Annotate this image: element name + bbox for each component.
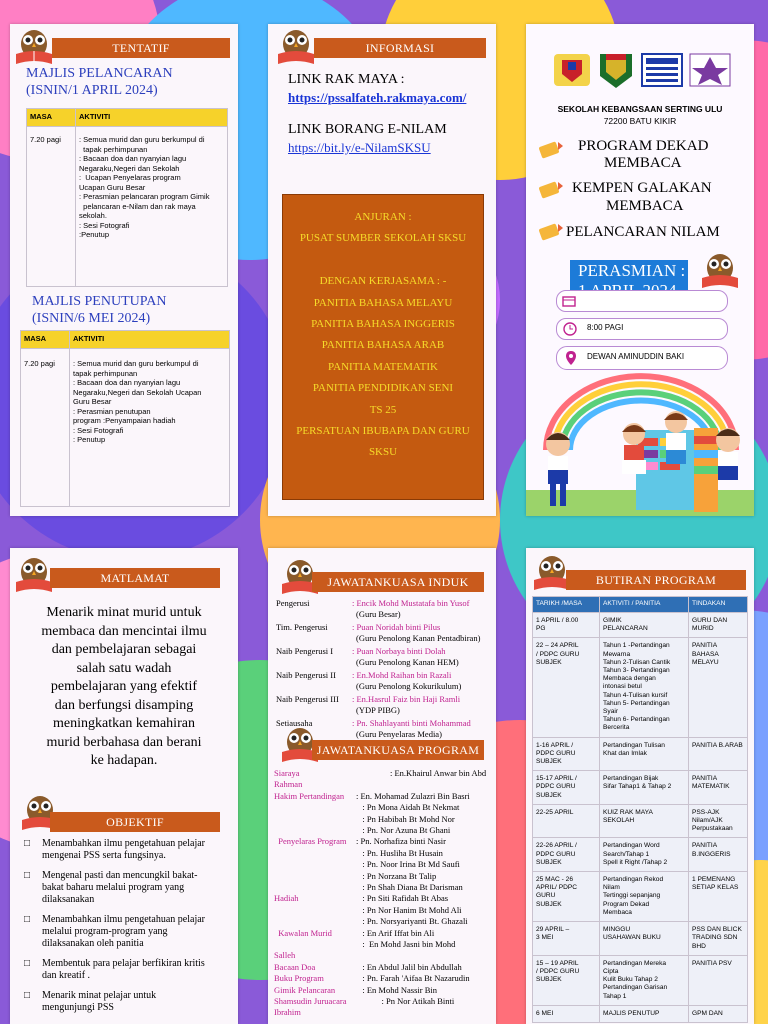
anjuran-line: PANITIA MATEMATIK [328,360,438,373]
activity-line: :Penutup [79,230,110,239]
table-row [533,804,748,838]
program-role: Rahman [274,779,303,790]
cell-line: Syair [603,708,619,716]
launch-date: (ISNIN/1 APRIL 2024) [26,83,158,98]
cell-line: APRIL/ PDPC [536,884,578,892]
cell-line: Cipta [603,967,619,975]
table-cell [689,922,748,956]
cell-line: Mewarna [603,650,631,658]
goal-line: membaca dan mencintai ilmu [41,623,207,639]
cell-line: SETIAP KELAS [692,884,739,892]
section-header-butiran: BUTIRAN PROGRAM [566,570,746,590]
table-cell [689,838,748,872]
cell-line: Pertandingan Tulisan [603,741,665,749]
program-role: Gimik Pelancaran [274,984,336,995]
state-logo [600,54,632,88]
objective-line: Menambahkan ilmu pengetahuan pelajar [42,838,205,849]
objective-line: bakat baharu melalui program yang [42,882,185,893]
time-pill [556,318,728,340]
committee-position: (Guru Penyelaras Media) [356,729,442,739]
program-role: Ibrahim [274,1007,301,1018]
cell-line: SUBJEK [536,976,562,984]
closing-date: (ISNIN/6 MEI 2024) [32,311,151,326]
section-header-jk-program: JAWATANKUASA PROGRAM [312,740,484,760]
table-cell [689,955,748,1005]
anjuran-line: SKSU [368,446,398,459]
cell-line: Tahun 4-Tulisan kursif [603,691,668,699]
goal-line: meningkatkan kemahiran [53,716,195,731]
program-role: Hakim Pertandingan [274,790,345,801]
objective-line: melalui program-program yang [42,926,168,937]
table-cell [533,838,600,872]
program-role: Siaraya [274,768,300,778]
col-activity: AKTIVITI [70,331,230,349]
program-role: Penyelaras Program [274,836,347,847]
anjuran-line: ANJURAN : [354,211,412,223]
program-member: : En.Khairul Anwar bin Abd [356,768,487,778]
coat-of-arms-logo [554,54,590,86]
program-member: : Pn Habibah Bt Mohd Nor [356,813,455,824]
pencil-icon [538,222,564,249]
section-header-matlamat: MATLAMAT [50,568,220,588]
table-cell [533,804,600,838]
cell-line: 25 MAC - 26 [536,876,574,884]
table-cell [600,804,689,838]
program-role: Hadiah [274,893,299,904]
cell-line: SUBJEK [536,858,562,866]
cell-line: PANITIA B.ARAB [692,741,743,749]
goal-line: murid berbahasa dan berani [46,734,202,750]
objective-line: mengenai PSS serta fungsinya. [42,850,166,861]
committee-position: (Guru Penolong Kanan Pentadbiran) [356,633,481,643]
table-cell [689,737,748,771]
program-title-3: PELANCARAN NILAM [566,224,720,240]
closing-activities [70,349,230,507]
cell-line: USAHAWAN BUKU [603,934,661,942]
committee-role: Naib Pengerusi I [276,646,334,656]
table-cell [689,638,748,737]
panel-matlamat [10,548,238,1024]
bullet-icon: □ [24,990,31,1001]
panel-cover [526,24,754,516]
event-venue: DEWAN AMINUDDIN BAKI [587,352,685,361]
program-title-1b: MEMBACA [604,155,682,171]
cell-line: TRADING SDN [692,934,738,942]
objective-line: mengunjungi PSS [42,1002,114,1013]
activity-line: : Bacaan doa dan nyanyian lagu [73,378,181,387]
col-date: TARIKH /MASA [533,597,600,613]
cell-line: PSS DAN BLICK [692,926,742,934]
cell-line: 1 APRIL / 8.00 [536,617,579,624]
objective-line: dilaksanakan [42,894,95,905]
objective-line: dan kreatif . [42,970,91,981]
program-role: Buku Program [274,973,324,984]
cell-line: PG [536,625,546,633]
logos-row [550,48,736,92]
cell-line: Search/Tahap 1 [603,850,650,858]
cell-line: Nilam [603,884,620,892]
perasmian-label: PERASMIAN : [578,261,686,280]
cell-line: SUBJEK [536,791,562,799]
cell-line: Pertandingan Mereka [603,959,667,967]
program-member: : Pn Norzana Bt Talip [356,870,437,881]
table-cell [600,638,689,737]
calendar-icon [562,294,576,312]
program-member: : Pn. Noor Irina Bt Md Saufi [356,859,460,870]
cell-line: Sifar Tahap1 & Tahap 2 [603,783,672,791]
table-cell [600,955,689,1005]
table-cell [533,771,600,805]
anjuran-box [282,194,484,500]
anjuran-line [283,250,483,271]
cell-line: MAJLIS PENUTUP [603,1009,660,1017]
program-member: : En Arif Iffat bin Ali [356,927,435,938]
activity-line: pelancaran e-Nilam dan rak maya [79,201,196,211]
objective-line: Membentuk para pelajar berfikiran kritis [42,958,205,969]
objective-line: Mengenal pasti dan mencungkil bakat- [42,870,198,881]
bullet-icon: □ [24,914,31,925]
venue-pill [556,346,728,370]
event-time: 8:00 PAGI [587,323,624,332]
cell-line: GIMIK [603,617,622,624]
rak-maya-label: LINK RAK MAYA : [288,72,405,87]
activity-line: : Sesi Fotografi [73,425,124,435]
school-address: 72200 BATU KIKIR [603,116,677,126]
table-cell [533,1005,600,1022]
closing-schedule-table [20,330,230,507]
committee-member: : Puan Noridah binti Pilus [352,622,441,632]
program-member: : En Mohd Nassir Bin [356,984,437,995]
table-row [533,955,748,1005]
cell-line: PELANCARAN [603,625,648,633]
section-header-jk-induk: JAWATANKUASA INDUK [312,572,484,592]
program-member: : Pn Nor Hanim Bt Mohd Ali [356,904,462,915]
owl-book-icon [12,26,56,66]
cell-line: B.INGGERIS [692,850,731,858]
cell-line: Membaca [603,908,632,916]
table-cell [533,737,600,771]
program-member: : En. Mohamad Zulazri Bin Basri [356,790,470,801]
panel-informasi [268,24,496,516]
program-member: : Pn. Norsyariyanti Bt. Ghazali [356,916,468,927]
cell-line: 15 – 19 APRIL [536,959,579,967]
cell-line: Khat dan Imlak [603,749,647,757]
bicara-logo [690,54,730,86]
bullet-icon: □ [24,838,31,849]
activity-line: program :Penyampaian hadiah [73,416,176,425]
program-member: : En Abdul Jalil bin Abdullah [356,961,462,972]
program-member: : En Mohd Jasni bin Mohd [356,939,456,949]
activity-line: : Perasmian penutupan [73,406,151,416]
cell-line: 3 MEI [536,934,554,942]
anjuran-line: PANITIA BAHASA INGGERIS [311,318,455,331]
owl-book-icon [274,26,318,66]
committee-position: (Guru Besar) [356,609,401,619]
launch-schedule-table [26,108,228,287]
objective-line: Menarik minat pelajar untuk [42,990,157,1001]
cell-line: 1 PEMENANG [692,876,736,884]
anjuran-line: PANITIA BAHASA MELAYU [313,296,453,309]
anjuran-line: DENGAN KERJASAMA : - [319,275,447,288]
table-cell [689,872,748,922]
cell-line: Perpustakaan [692,825,733,833]
program-member: : Pn. Norhafiza binti Nasir [356,836,446,847]
activity-line: sekolah. [79,211,107,220]
objective-line: Menambahkan ilmu pengetahuan pelajar [42,914,205,925]
committee-member: : Encik Mohd Mustatafa bin Yusof [352,598,470,608]
anjuran-line: PUSAT SUMBER SEKOLAH SKSU [299,232,467,245]
school-badge-logo [642,54,682,86]
cell-line: Pertandingan Word [603,842,660,850]
committee-role: Pengerusi [276,598,310,608]
goal-line: dan berfungsi disamping [54,697,194,713]
cell-line: 1-16 APRIL / [536,741,574,749]
goal-line: Menarik minat murid untuk [46,605,202,620]
table-cell [600,1005,689,1022]
table-cell [600,771,689,805]
program-role: Shamsudin Juruacara [274,996,347,1006]
activity-line: : Bacaan doa dan nyanyian lagu [79,154,187,163]
cell-line: 22 – 24 APRIL [536,642,579,650]
pencil-icon [538,180,564,207]
cell-line: 6 MEI [536,1009,554,1017]
program-member: : Pn. Nor Azuna Bt Ghani [356,825,451,835]
cell-line: PDPC GURU [536,749,576,757]
table-cell [689,771,748,805]
cell-line: Nilam/AJK [692,817,723,825]
cell-line: BHD [692,942,706,950]
committee-member: : En.Hasrul Faiz bin Haji Ramli [352,694,461,704]
cell-line: MATEMATIK [692,783,730,791]
cell-line: PDPC GURU [536,850,576,858]
cell-line: PSS-AJK [692,808,720,816]
program-member: : Pn Shah Diana Bt Darisman [356,882,463,892]
activity-line: tapak perhimpunan [73,368,138,378]
committee-position: (Guru Penolong Kanan HEM) [356,657,459,667]
committee-role: Setiausaha [276,718,313,728]
cell-line: GURU [536,892,556,900]
committee-member: : Pn. Shahlayanti binti Mohammad [352,718,471,728]
program-role: Salleh [274,950,296,961]
cell-line: / PDPC GURU [536,967,580,975]
cell-line: MINGGU [603,926,631,934]
cell-line: PDPC GURU [536,783,576,791]
cell-line: PANITIA [692,775,718,783]
table-cell [689,804,748,838]
table-row [533,771,748,805]
cell-line: intonasi betul [603,683,642,691]
cell-line: GPM DAN [692,1009,723,1017]
cell-line: Tahun 3- Pertandingan [603,667,670,675]
table-cell [533,922,600,956]
program-role: Kawalan Murid [274,927,332,938]
table-cell [533,613,600,638]
cell-line: BAHASA [692,650,719,658]
cell-line: 22-26 APRIL / [536,842,577,850]
program-member: : Pn Nor Atikah Binti [356,996,455,1006]
activity-line: tapak perhimpunan [79,144,148,154]
cell-line: Program Dekad [603,900,650,908]
committee-member: : En.Mohd Raihan bin Razali [352,670,452,680]
cell-line: Kulit Buku Tahap 2 [603,976,658,984]
cell-line: SUBJEK [536,658,562,666]
cell-line: PANITIA PSV [692,959,732,967]
section-header-objektif: OBJEKTIF [50,812,220,832]
panel-jawatankuasa [268,548,496,1024]
table-row [533,737,748,771]
kids-books-illustration [526,370,754,516]
pencil-icon [538,140,564,167]
cell-line: / PDPC GURU [536,650,580,658]
committee-role: Tim. Pengerusi [276,622,328,632]
closing-time: 7.20 pagi [21,349,70,507]
cell-line: Pertandingan Rekod [603,876,664,884]
clock-icon [563,322,577,341]
school-name: SEKOLAH KEBANGSAAN SERTING ULU [557,104,723,114]
cell-line: PANITIA [692,842,718,850]
table-row [533,872,748,922]
launch-activities [76,127,228,287]
anjuran-line: PANITIA BAHASA ARAB [321,339,445,352]
col-time: MASA [21,331,70,349]
cell-line: Pertandingan Garisan [603,984,668,992]
section-header-tentatif: TENTATIF [52,38,230,58]
activity-line: : Semua murid dan guru berkumpul di [79,135,205,144]
anjuran-line: PANITIA PENDIDIKAN SENI [312,382,454,395]
cell-line: SEKOLAH [603,817,635,825]
col-action: TINDAKAN [689,597,748,613]
table-row [533,922,748,956]
col-activity: AKTIVITI [76,109,228,127]
table-cell [600,737,689,771]
cell-line: Pertandingan Bijak [603,775,659,783]
launch-time: 7.20 pagi [27,127,76,287]
program-member: : Pn Siti Rafidah Bt Abas [356,893,449,904]
activity-line: : Perasmian pelancaran program Gimik [79,192,210,201]
goal-line: ke hadapan. [90,753,158,768]
cell-line: Spell it Right /Tahap 2 [603,858,668,866]
activity-line: Guru Besar [73,397,112,406]
cell-line: MELAYU [692,658,719,666]
table-cell [533,872,600,922]
committee-member: : Puan Norbaya binti Dolah [352,646,446,656]
activity-line: : Ucapan Penyelaras program [79,173,181,182]
committee-role: Naib Pengerusi III [276,694,339,704]
rak-maya-link[interactable]: https://pssalfateh.rakmaya.com/ [288,90,467,105]
cell-line: 22-25 APRIL [536,808,574,816]
anjuran-line: PERSATUAN IBUBAPA DAN GURU [296,425,470,438]
cell-line: Bercerita [603,724,630,732]
table-row [533,613,748,638]
table-cell [689,613,748,638]
cell-line: SUBJEK [536,900,562,908]
borang-label: LINK BORANG E-NILAM [288,122,447,137]
table-cell [533,638,600,737]
cell-line: Membaca dengan [603,675,656,683]
activity-line: : Sesi Fotografi [79,220,130,230]
program-role: Bacaan Doa [274,961,316,972]
program-member: : Pn. Farah 'Aifaa Bt Nazarudin [356,973,470,984]
cell-line: Tahun 5- Pertandingan [603,699,670,707]
objective-line: dilaksanakan oleh panitia [42,938,144,949]
bullet-icon: □ [24,870,31,881]
table-row [533,838,748,872]
table-cell [600,922,689,956]
borang-link[interactable]: https://bit.ly/e-NilamSKSU [288,140,431,155]
goal-line: salah satu wadah [76,660,172,676]
owl-book-icon [698,250,742,290]
activity-line: : Semua murid dan guru berkumpul di [73,359,199,368]
cell-line: GURU DAN [692,617,728,624]
goal-text [10,604,238,771]
activity-line: Ucapan Guru Besar [79,182,146,192]
section-header-informasi: INFORMASI [314,38,486,58]
cell-line: Tertinggi sepanjang [603,892,661,900]
program-title-1: PROGRAM DEKAD [578,138,709,154]
goal-line: dan pembelajaran sebagai [51,642,197,657]
cell-line: 15-17 APRIL / [536,775,577,783]
panel-butiran [526,548,754,1024]
table-cell [689,1005,748,1022]
program-title-2b: MEMBACA [606,198,684,214]
program-title-2: KEMPEN GALAKAN [572,180,712,196]
cell-line: Tahun 1 -Pertandingan [603,642,670,650]
activity-line: : Penutup [73,435,106,444]
cell-line: KUIZ RAK MAYA [603,808,653,816]
col-activity: AKTIVITI / PANITIA [600,597,689,613]
committee-position: (YDP PIBG) [356,705,400,715]
table-cell [600,838,689,872]
panel-tentatif [10,24,238,516]
bullet-icon: □ [24,958,31,969]
launch-title: MAJLIS PELANCARAN [26,66,173,81]
program-member: : Pn Mona Aidah Bt Nekmat [356,802,460,813]
cell-line: PANITIA [692,642,718,650]
table-cell [533,955,600,1005]
cell-line: MURID [692,625,714,633]
butiran-table [532,596,748,1023]
goal-line: pembelajaran yang efektif [50,679,198,694]
committee-role: Naib Pengerusi II [276,670,336,680]
table-cell [600,872,689,922]
table-cell [600,613,689,638]
cell-line: Tahap 1 [603,992,627,1000]
cell-line: 29 APRIL – [536,926,570,934]
table-row [533,1005,748,1022]
closing-title: MAJLIS PENUTUPAN [32,294,167,309]
table-row [533,638,748,737]
activity-line: Negaraku,Negeri dan Sekolah [79,163,180,173]
committee-position: (Guru Penolong Kokurikulum) [356,681,462,691]
date-pill [556,290,728,312]
program-member: : Pn. Husliha Bt Husain [356,847,443,858]
cell-line: Tahun 6- Pertandingan [603,716,670,724]
activity-line: Negaraku,Negeri dan Sekolah Ucapan [73,387,202,397]
anjuran-line: TS 25 [369,403,397,416]
cell-line: SUBJEK [536,758,562,766]
cell-line: Tahun 2-Tulisan Cantik [603,658,671,666]
col-time: MASA [27,109,76,127]
location-pin-icon [565,350,577,371]
